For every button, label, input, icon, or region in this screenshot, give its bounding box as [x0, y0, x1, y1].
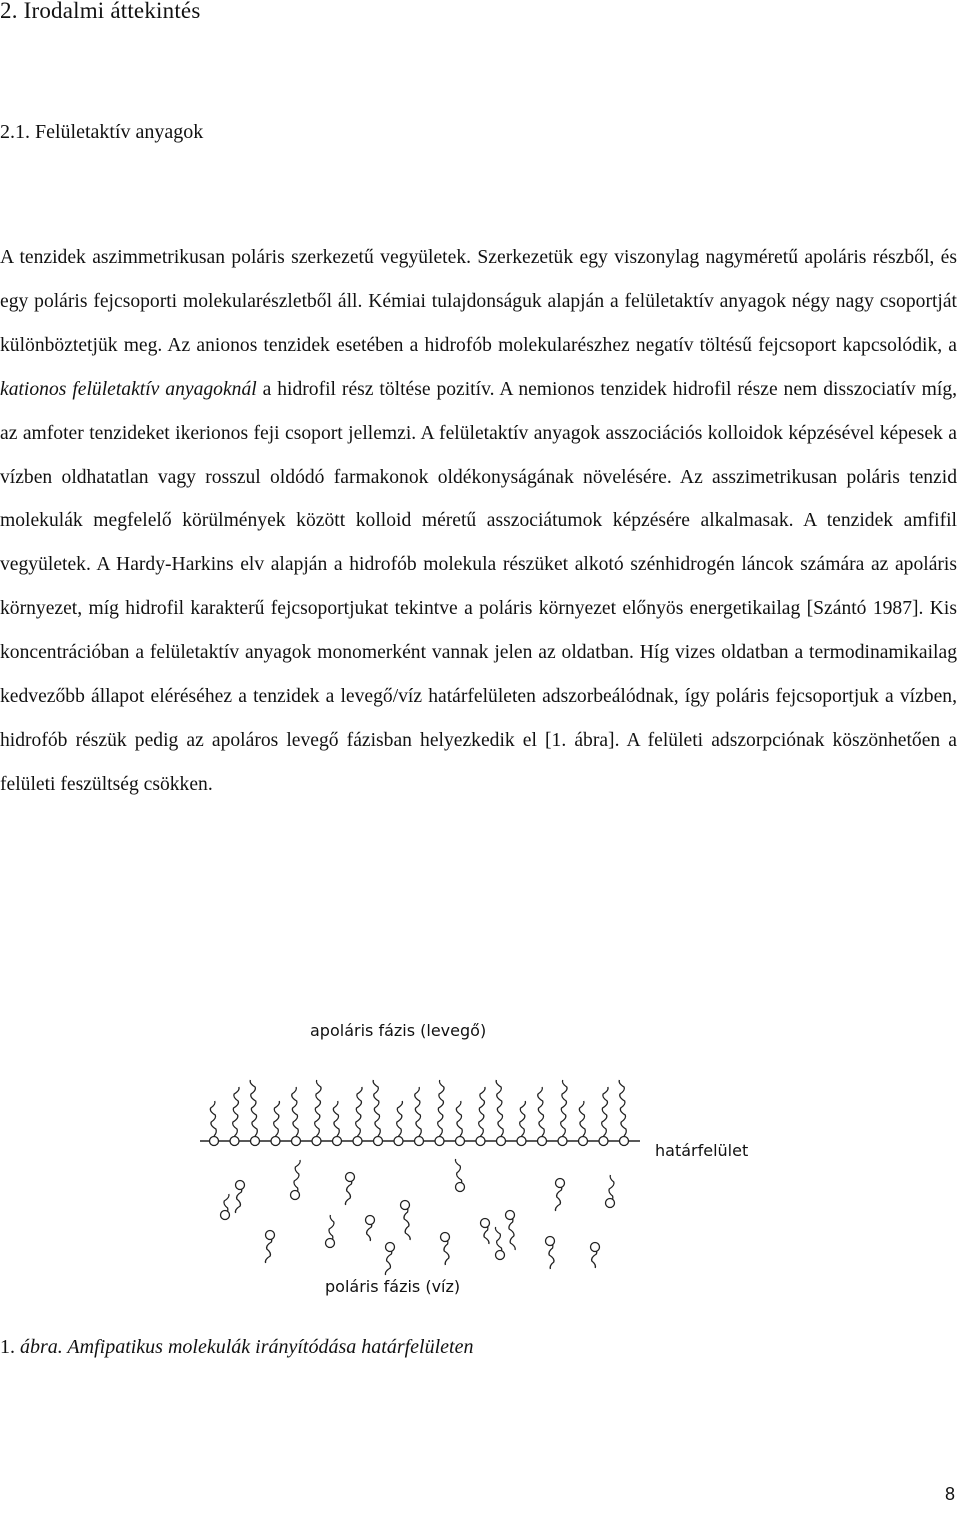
hydrophobic-tail: [602, 1087, 608, 1136]
polar-head: [271, 1137, 280, 1146]
caption-text: ábra. Amfipatikus molekulák irányítódása határfelületen: [20, 1336, 474, 1358]
figure-label-apolar: apoláris fázis (levegő): [310, 1021, 487, 1040]
polar-head: [346, 1173, 355, 1182]
hydrophobic-tail: [397, 1101, 403, 1136]
hydrophobic-tail: [456, 1101, 462, 1136]
hydrophobic-tail: [294, 1160, 300, 1195]
polar-head: [496, 1251, 505, 1260]
polar-head: [441, 1233, 450, 1242]
hydrophobic-tail: [356, 1087, 362, 1136]
polar-head: [591, 1243, 600, 1252]
subsection-heading: 2.1. Felületaktív anyagok: [0, 121, 204, 143]
polar-head: [538, 1137, 547, 1146]
paragraph-text-1: A tenzidek aszimmetrikusan poláris szerkezetű vegyületek. Szerkezetük egy viszonylag nagyméretű apoláris részből, és egy poláris fejcsoporti molekularészletből áll. Kémiai tulajdonságuk alapján a felületaktív anyagok négy nagy csoportját különböztetjük meg. Az anionos tenzidek esetében a hidrofób molekularészhez negatív töltésű fejcsoport kapcsolódik, a: [0, 247, 957, 356]
figure-label-interface: határfelület: [655, 1141, 749, 1160]
polar-head: [374, 1137, 383, 1146]
figure-caption: [0, 1336, 473, 1359]
figure-label-polar: poláris fázis (víz): [325, 1277, 461, 1296]
polar-head: [292, 1137, 301, 1146]
hydrophobic-tail: [333, 1101, 339, 1136]
polar-head: [210, 1137, 219, 1146]
hydrophobic-tail: [315, 1080, 321, 1136]
hydrophobic-tail: [579, 1101, 585, 1136]
polar-head: [620, 1137, 629, 1146]
polar-head: [312, 1137, 321, 1146]
polar-head: [236, 1181, 245, 1190]
polar-head: [435, 1137, 444, 1146]
hydrophobic-tail: [509, 1215, 515, 1250]
polar-head: [366, 1216, 375, 1225]
polar-head: [456, 1137, 465, 1146]
polar-head: [291, 1191, 300, 1200]
polar-head: [221, 1211, 230, 1220]
hydrophobic-tail: [496, 1080, 503, 1136]
hydrophobic-tail: [274, 1101, 280, 1136]
polar-head: [401, 1201, 410, 1210]
hydrophobic-tail: [233, 1087, 239, 1136]
hydrophobic-tail: [619, 1080, 626, 1136]
polar-head: [394, 1137, 403, 1146]
hydrophobic-tail: [373, 1080, 380, 1136]
polar-head: [579, 1137, 588, 1146]
polar-head: [386, 1243, 395, 1252]
molecule-diagram: [200, 1015, 800, 1305]
polar-head: [606, 1199, 615, 1208]
hydrophobic-tail: [520, 1101, 526, 1136]
surfactant-figure: [200, 1015, 800, 1305]
polar-head: [506, 1211, 515, 1220]
polar-head: [266, 1231, 275, 1240]
hydrophobic-tail: [292, 1087, 299, 1136]
hydrophobic-tail: [438, 1080, 444, 1136]
polar-head: [481, 1219, 490, 1228]
hydrophobic-tail: [561, 1080, 567, 1136]
polar-head: [326, 1239, 335, 1248]
polar-head: [353, 1137, 362, 1146]
polar-head: [251, 1137, 260, 1146]
polar-head: [517, 1137, 526, 1146]
hydrophobic-tail: [250, 1080, 257, 1136]
hydrophobic-tail: [538, 1087, 545, 1136]
polar-head: [497, 1137, 506, 1146]
polar-head: [333, 1137, 342, 1146]
body-paragraph: [0, 236, 957, 807]
polar-head: [476, 1137, 485, 1146]
polar-head: [558, 1137, 567, 1146]
paragraph-italic-term: kationos felületaktív anyagoknál: [0, 378, 257, 400]
caption-number: 1.: [0, 1336, 20, 1358]
polar-head: [456, 1183, 465, 1192]
polar-head: [599, 1137, 608, 1146]
paragraph-text-2: a hidrofil rész töltése pozitív. A nemionos tenzidek hidrofil része nem disszociatív míg, az amfoter tenzideket ikerionos feji csoport jellemzi. A felületaktív anyagok asszociációs kolloidok képzésével képesek a vízben oldhatatlan vagy rosszul oldódó farmakonok oldékonyságának növelésére. Az asszimetrikusan poláris tenzid molekulák megfelelő körülmények között kolloid méretű asszociátumok képzésére alkalmasak. A tenzidek amfifil vegyületek. A Hardy-Harkins elv alapján a hidrofób molekula részüket alkotó szénhidrogén láncok számára az apoláris környezet, míg hidrofil karakterű fejcsoportjukat tekintve a poláris környezet előnyös energetikailag [Szántó 1987]. Kis koncentrációban a felületaktív anyagok monomerként vannak jelen az oldatban. Híg vizes oldatban a termodinamikailag kedvezőbb állapot eléréséhez a tenzidek a levegő/víz határfelületen adszorbeálódnak, így poláris fejcsoportjuk a vízben, hidrofób részük pedig az apoláros levegő fázisban helyezkedik el [1. ábra]. A felületi adszorpciónak köszönhetően a felületi feszültség csökken.: [0, 378, 958, 795]
section-heading: 2. Irodalmi áttekintés: [0, 0, 201, 23]
polar-head: [546, 1237, 555, 1246]
polar-head: [556, 1179, 565, 1188]
hydrophobic-tail: [210, 1101, 216, 1136]
hydrophobic-tail: [404, 1205, 410, 1240]
hydrophobic-tail: [415, 1087, 422, 1136]
polar-head: [415, 1137, 424, 1146]
page-number: 8: [944, 1484, 955, 1504]
hydrophobic-tail: [479, 1087, 485, 1136]
polar-head: [230, 1137, 239, 1146]
